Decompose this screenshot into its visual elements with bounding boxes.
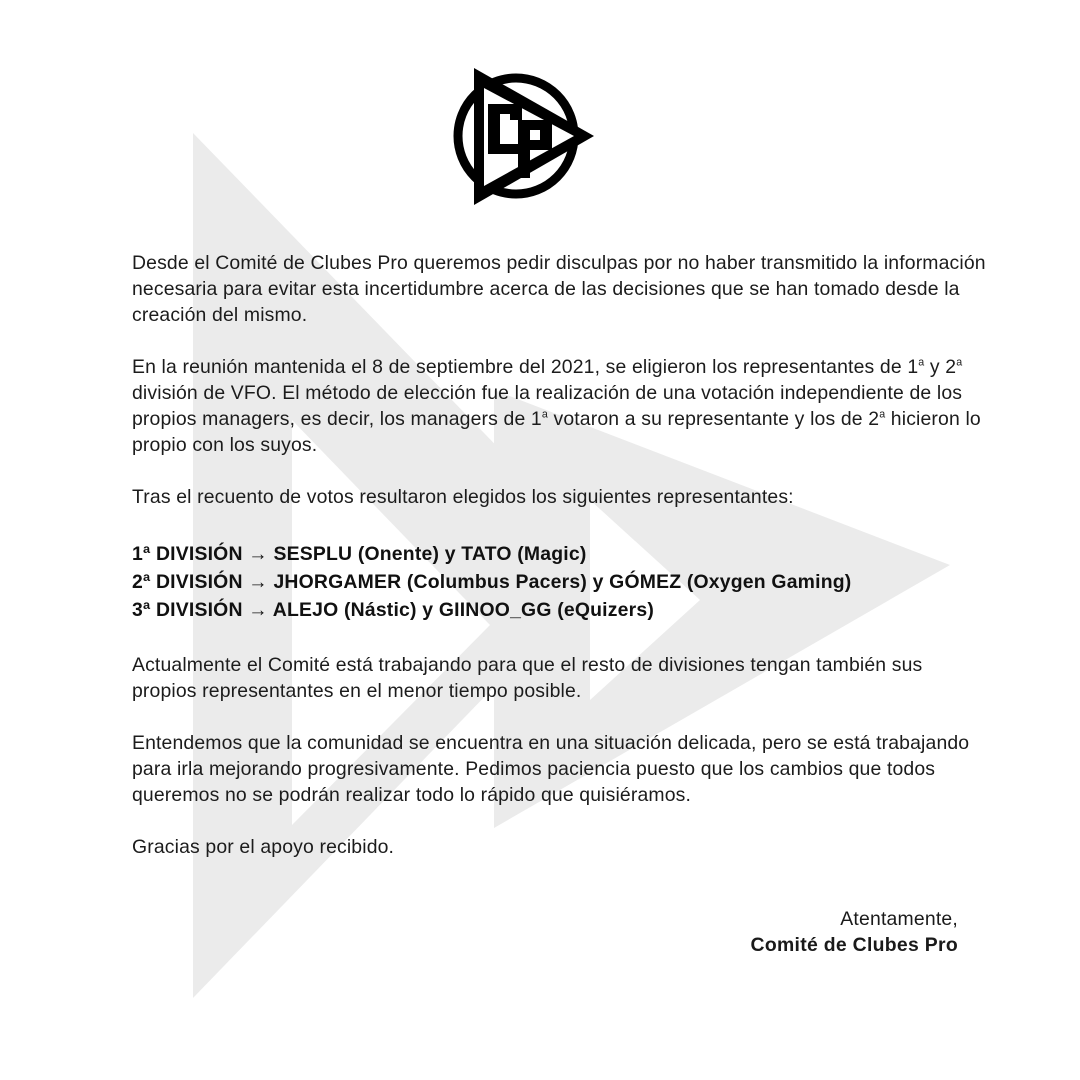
signature-block [751,906,958,958]
patience-paragraph: Entendemos que la comunidad se encuentra en una situación delicada, pero se está trabajando para irla mejorando progresivamente. Pedimos paciencia puesto que los cambios que todos queremos no se podrán realizar todo lo rápido que quisiéramos. [132,732,970,806]
division-representatives: ALEJO (Nástic) y GIINOO_GG (eQuizers) [272,599,655,621]
cp-logo-icon [448,64,598,209]
arrow-right-icon: → [248,543,268,565]
signature-closing: Atentamente, [840,908,958,930]
arrow-right-icon: → [248,571,268,593]
meeting-paragraph: En la reunión mantenida el 8 de septiembre del 2021, se eligieron los representantes de 1$^a$ y 2$^a$ división de VFO. El método de elección fue la realización de una votación independiente de los propios managers, es decir, los managers de 1$^a$ votaron a su representante y los de 2$^a$ hicieron lo propio con los suyos. [132,356,981,456]
divisions-list [132,540,992,624]
division-2-line [132,568,992,596]
intro-paragraph: Desde el Comité de Clubes Pro queremos pedir disculpas por no haber transmitido la información necesaria para evitar esta incertidumbre acerca de las decisiones que se han tomado desde la creación del mismo. [132,252,986,326]
thanks-paragraph: Gracias por el apoyo recibido. [132,836,395,858]
signature-organization: Comité de Clubes Pro [750,934,958,956]
division-label: 2ª DIVISIÓN [132,571,243,593]
division-label: 3ª DIVISIÓN [132,599,243,621]
results-paragraph: Tras el recuento de votos resultaron elegidos los siguientes representantes: [132,486,794,508]
division-representatives: JHORGAMER (Columbus Pacers) y GÓMEZ (Oxygen Gaming) [273,571,852,593]
division-1-line [132,540,992,568]
progress-paragraph: Actualmente el Comité está trabajando para que el resto de divisiones tengan también sus propios representantes en el menor tiempo posible. [132,654,923,702]
division-representatives: SESPLU (Onente) y TATO (Magic) [273,543,587,565]
division-label: 1ª DIVISIÓN [132,543,243,565]
division-3-line [132,596,992,624]
letter-body [132,250,992,886]
arrow-right-icon: → [248,599,268,621]
